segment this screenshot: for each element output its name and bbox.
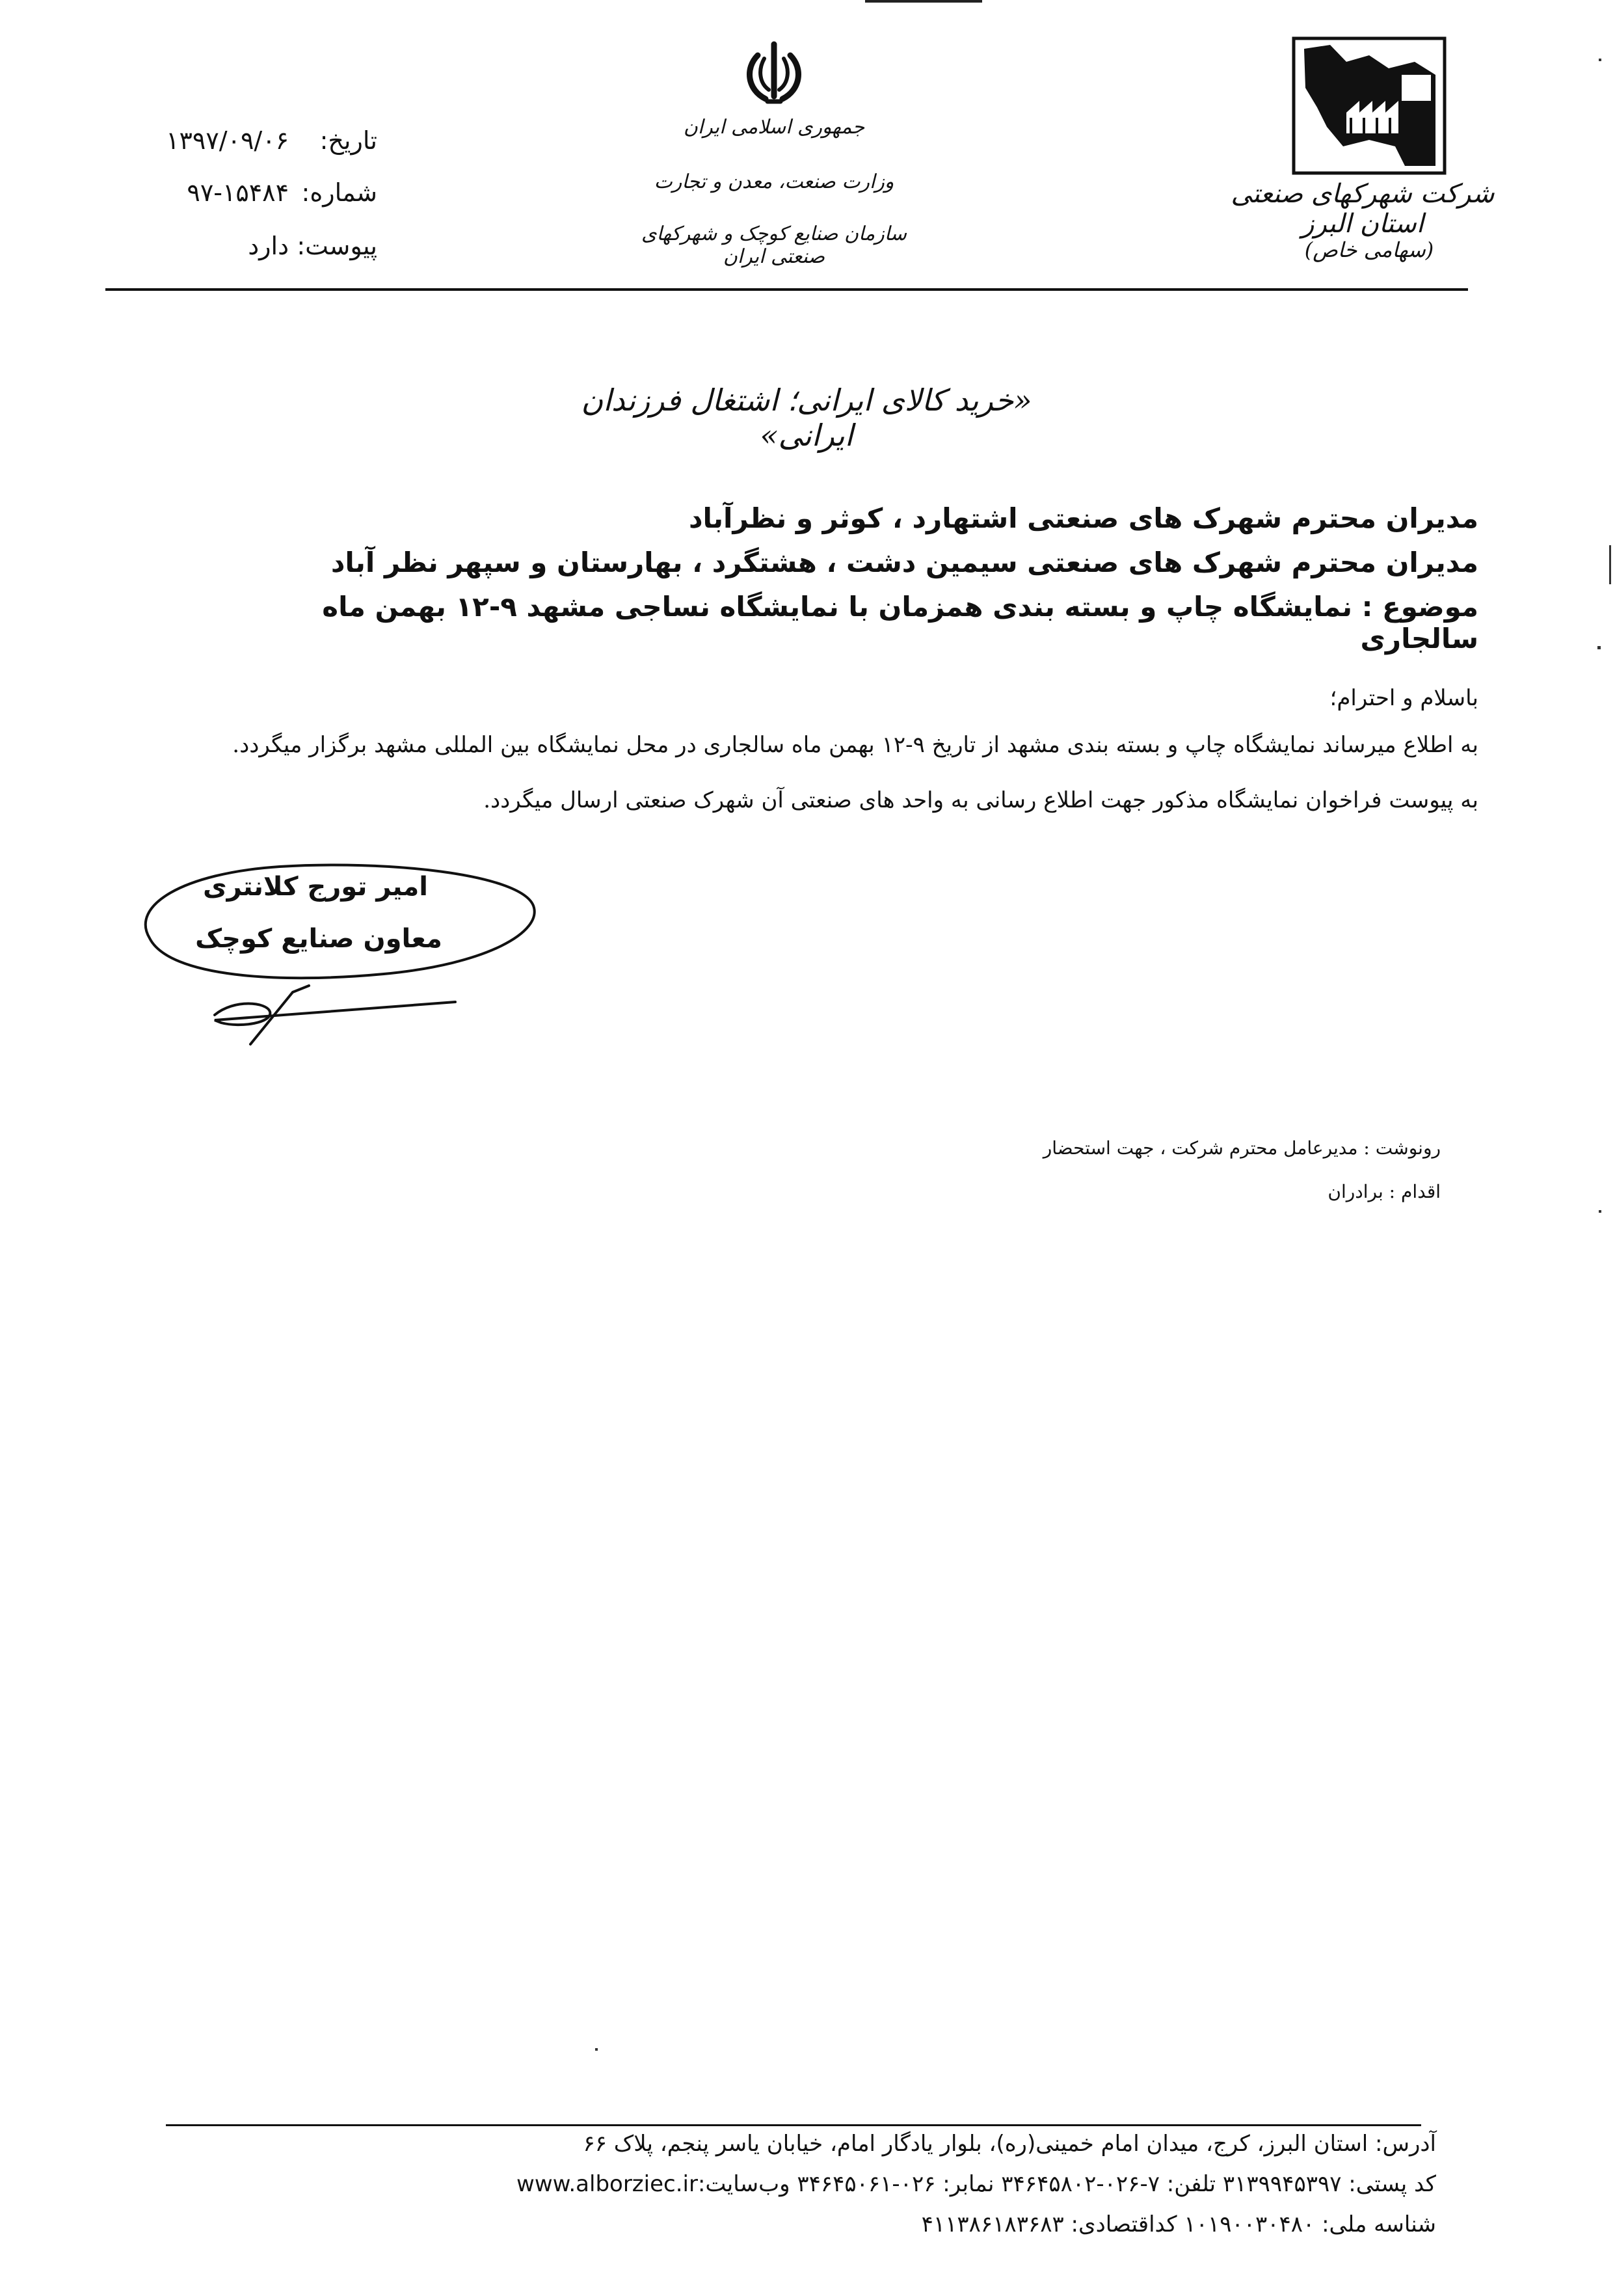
scan-speck [595, 2048, 598, 2051]
addressee-line-1: مدیران محترم شهرک های صنعتی اشتهارد ، کوثر و نظرآباد [688, 502, 1478, 534]
slogan: «خرید کالای ایرانی؛ اشتغال فرزندان ایرانی» [581, 383, 1032, 453]
footer-divider [166, 2124, 1421, 2126]
attachment-label: پیوست: [297, 232, 377, 260]
scan-edge-mark [1609, 545, 1611, 584]
footer-contact: کد پستی: ۳۱۳۹۹۴۵۳۹۷ تلفن: ۷-۰۲۶-۳۴۶۴۵۸۰۲ نمابر: ۰۲۶-۳۴۶۴۵۰۶۱ وب‌سایت:www.alborziec.ir [516, 2171, 1436, 2197]
company-logo [1291, 36, 1447, 176]
signatory-title: معاون صنایع کوچک [195, 924, 442, 954]
number-label: شماره: [301, 178, 377, 207]
handwritten-signature [195, 976, 468, 1047]
body-paragraph-1: به اطلاع میرساند نمایشگاه چاپ و بسته بندی مشهد از تاریخ ۹-۱۲ بهمن ماه سالجاری در محل نمایشگاه بین المللی مشهد برگزار میگردد. [232, 732, 1478, 758]
company-name: شرکت شهرکهای صنعتی استان البرز [1231, 179, 1495, 239]
number-value: ۹۷-۱۵۴۸۴ [187, 178, 289, 207]
letter-attachment [117, 229, 377, 263]
iran-emblem-icon [738, 39, 810, 111]
scan-speck [1599, 1210, 1601, 1213]
company-type: (سهامی خاص) [1304, 237, 1434, 262]
body-paragraph-2: به پیوست فراخوان نمایشگاه مذکور جهت اطلاع رسانی به واحد های صنعتی آن شهرک صنعتی ارسال میگردد. [483, 787, 1478, 813]
subject-line: موضوع : نمایشگاه چاپ و بسته بندی همزمان با نمایشگاه نساجی مشهد ۹-۱۲ بهمن ماه سالجاری [322, 591, 1478, 655]
ministry-line-3: سازمان صنایع کوچک و شهرکهای صنعتی ایران [641, 223, 907, 268]
attachment-value: دارد [248, 232, 289, 260]
greeting: باسلام و احترام؛ [1329, 685, 1478, 711]
date-value: ۱۳۹۷/۰۹/۰۶ [166, 126, 289, 155]
ministry-line-2: وزارت صنعت، معدن و تجارت [654, 170, 894, 193]
action-line: اقدام : برادران [1328, 1181, 1441, 1202]
footer-address: آدرس: استان البرز، کرج، میدان امام خمینی(ره)، بلوار یادگار امام، خیابان یاسر پنجم، پلاک ۶۶ [583, 2131, 1436, 2157]
letter-number [117, 176, 377, 209]
letter-date [117, 124, 377, 157]
signatory-name: امیر تورج کلانتری [202, 872, 428, 902]
scan-edge-mark [865, 0, 982, 3]
scan-speck [1599, 59, 1601, 61]
footer-ids: شناسه ملی: ۱۰۱۹۰۰۳۰۴۸۰ کداقتصادی: ۴۱۱۳۸۶۱۸۳۶۸۳ [921, 2211, 1436, 2237]
header-divider [105, 288, 1468, 291]
ministry-line-1: جمهوری اسلامی ایران [683, 116, 865, 139]
date-label: تاریخ: [319, 126, 377, 155]
cc-line: رونوشت : مدیرعامل محترم شرکت ، جهت استحضار [1043, 1137, 1441, 1159]
scan-speck [1597, 646, 1601, 649]
addressee-line-2: مدیران محترم شهرک های صنعتی سیمین دشت ، هشتگرد ، بهارستان و سپهر نظر آباد [330, 547, 1478, 578]
